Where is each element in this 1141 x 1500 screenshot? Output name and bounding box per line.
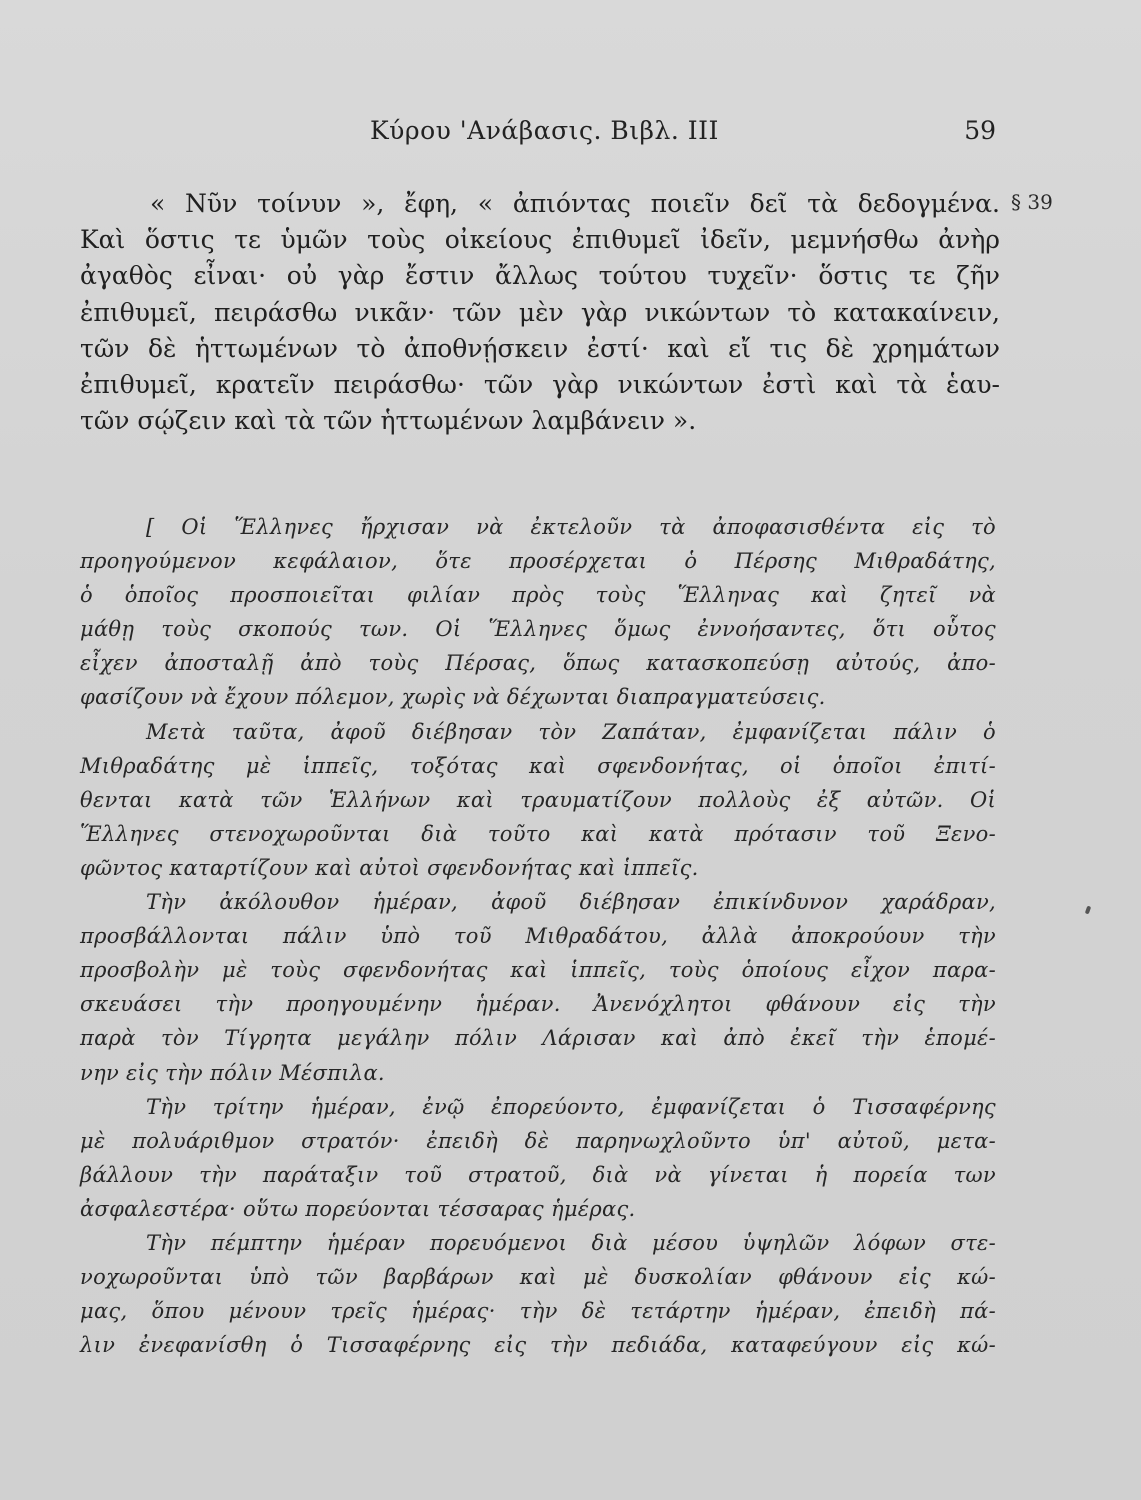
commentary-line: Ἕλληνες στενοχωροῦνται διὰ τοῦτο καὶ κατὰ πρότασιν τοῦ Ξενο- bbox=[80, 821, 996, 846]
greek-line: Καὶ ὅστις τε ὑμῶν τοὺς οἰκείους ἐπιθυμεῖ ἰδεῖν, μεμνήσθω ἀνὴρ bbox=[80, 225, 1000, 255]
greek-line: ἐπιθυμεῖ, κρατεῖν πειράσθω· τῶν γὰρ νικώντων ἐστὶ καὶ τὰ ἑαυ- bbox=[80, 369, 1000, 399]
commentary-line: σκευάσει τὴν προηγουμένην ἡμέραν. Ἀνενόχλητοι φθάνουν εἰς τὴν bbox=[80, 992, 996, 1017]
commentary-line: εἶχεν ἀποσταλῇ ἀπὸ τοὺς Πέρσας, ὅπως κατασκοπεύσῃ αὐτούς, ἀπο- bbox=[80, 651, 996, 676]
commentary-line: νοχωροῦνται ὑπὸ τῶν βαρβάρων καὶ μὲ δυσκολίαν φθάνουν εἰς κώ- bbox=[80, 1265, 996, 1290]
commentary-line: φῶντος καταρτίζουν καὶ αὐτοὶ σφενδονήτας καὶ ἱππεῖς. bbox=[80, 855, 699, 880]
greek-line: τῶν σῴζειν καὶ τὰ τῶν ἡττωμένων λαμβάνειν ». bbox=[80, 406, 697, 436]
ink-speck bbox=[1085, 906, 1091, 915]
commentary-line: λιν ἐνεφανίσθη ὁ Τισσαφέρνης εἰς τὴν πεδιάδα, καταφεύγουν εἰς κώ- bbox=[80, 1333, 996, 1358]
greek-original-text bbox=[80, 186, 1000, 439]
commentary-line: Τὴν πέμπτην ἡμέραν πορευόμενοι διὰ μέσου ὑψηλῶν λόφων στε- bbox=[146, 1230, 996, 1255]
commentary-line: Τὴν τρίτην ἡμέραν, ἐνῷ ἐπορεύοντο, ἐμφανίζεται ὁ Τισσαφέρνης bbox=[146, 1094, 996, 1119]
section-marker: § 39 bbox=[1011, 190, 1053, 214]
commentary-paragraph bbox=[80, 715, 996, 885]
commentary-line: ὁ ὁποῖος προσποιεῖται φιλίαν πρὸς τοὺς Ἕλληνας καὶ ζητεῖ νὰ bbox=[80, 583, 996, 608]
commentary-line: φασίζουν νὰ ἔχουν πόλεμον, χωρὶς νὰ δέχωνται διαπραγματεύσεις. bbox=[80, 685, 826, 710]
commentary-line: βάλλουν τὴν παράταξιν τοῦ στρατοῦ, διὰ νὰ γίνεται ἡ πορεία των bbox=[80, 1162, 996, 1187]
commentary-line: νην εἰς τὴν πόλιν Μέσπιλα. bbox=[80, 1060, 385, 1085]
commentary-line: προσβάλλονται πάλιν ὑπὸ τοῦ Μιθραδάτου, ἀλλὰ ἀποκρούουν τὴν bbox=[80, 924, 996, 949]
commentary-line: ἀσφαλεστέρα· οὕτω πορεύονται τέσσαρας ἡμέρας. bbox=[80, 1196, 636, 1221]
commentary-line: Τὴν ἀκόλουθον ἡμέραν, ἀφοῦ διέβησαν ἐπικίνδυνον χαράδραν, bbox=[146, 890, 996, 915]
commentary-paragraph bbox=[80, 885, 996, 1090]
running-header bbox=[80, 116, 996, 156]
greek-line: ἀγαθὸς εἶναι· οὐ γὰρ ἔστιν ἄλλως τούτου τυχεῖν· ὅστις τε ζῆν bbox=[80, 261, 1000, 291]
commentary-line: μάθῃ τοὺς σκοπούς των. Οἱ Ἕλληνες ὅμως ἐννοήσαντες, ὅτι οὗτος bbox=[80, 617, 996, 642]
greek-line: « Νῦν τοίνυν », ἔφη, « ἀπιόντας ποιεῖν δεῖ τὰ δεδογμένα. bbox=[150, 189, 1000, 218]
commentary-line: Μετὰ ταῦτα, ἀφοῦ διέβησαν τὸν Ζαπάταν, ἐμφανίζεται πάλιν ὁ bbox=[146, 719, 996, 744]
commentary-line: Μιθραδάτης μὲ ἱππεῖς, τοξότας καὶ σφενδονήτας, οἱ ὁποῖοι ἐπιτί- bbox=[80, 753, 996, 778]
greek-line: τῶν δὲ ἡττωμένων τὸ ἀποθνῄσκειν ἐστί· καὶ εἴ τις δὲ χρημάτων bbox=[80, 333, 1000, 363]
header-title: Κύρου 'Ανάβασις. Βιβλ. ΙΙΙ bbox=[370, 116, 719, 145]
commentary-line: παρὰ τὸν Τίγρητα μεγάλην πόλιν Λάρισαν καὶ ἀπὸ ἐκεῖ τὴν ἑπομέ- bbox=[80, 1026, 996, 1051]
commentary-line: [ Οἱ Ἕλληνες ἤρχισαν νὰ ἐκτελοῦν τὰ ἀποφασισθέντα εἰς τὸ bbox=[146, 515, 996, 539]
commentary-paragraph bbox=[80, 1226, 996, 1362]
commentary-line: προηγούμενον κεφάλαιον, ὅτε προσέρχεται ὁ Πέρσης Μιθραδάτης, bbox=[80, 549, 996, 574]
page-number: 59 bbox=[964, 116, 996, 145]
commentary-line: μας, ὅπου μένουν τρεῖς ἡμέρας· τὴν δὲ τετάρτην ἡμέραν, ἐπειδὴ πά- bbox=[80, 1299, 996, 1324]
commentary-paragraph bbox=[80, 510, 996, 715]
commentary-paragraph bbox=[80, 1090, 996, 1226]
commentary-line: θενται κατὰ τῶν Ἑλλήνων καὶ τραυματίζουν πολλοὺς ἐξ αὐτῶν. Οἱ bbox=[80, 787, 996, 812]
commentary-line: προσβολὴν μὲ τοὺς σφενδονήτας καὶ ἱππεῖς, τοὺς ὁποίους εἶχον παρα- bbox=[80, 958, 996, 983]
greek-line: ἐπιθυμεῖ, πειράσθω νικᾶν· τῶν μὲν γὰρ νικώντων τὸ κατακαίνειν, bbox=[80, 297, 1000, 327]
modern-greek-commentary bbox=[80, 510, 996, 1362]
commentary-line: μὲ πολυάριθμον στρατόν· ἐπειδὴ δὲ παρηνωχλοῦντο ὑπ' αὐτοῦ, μετα- bbox=[80, 1128, 996, 1153]
